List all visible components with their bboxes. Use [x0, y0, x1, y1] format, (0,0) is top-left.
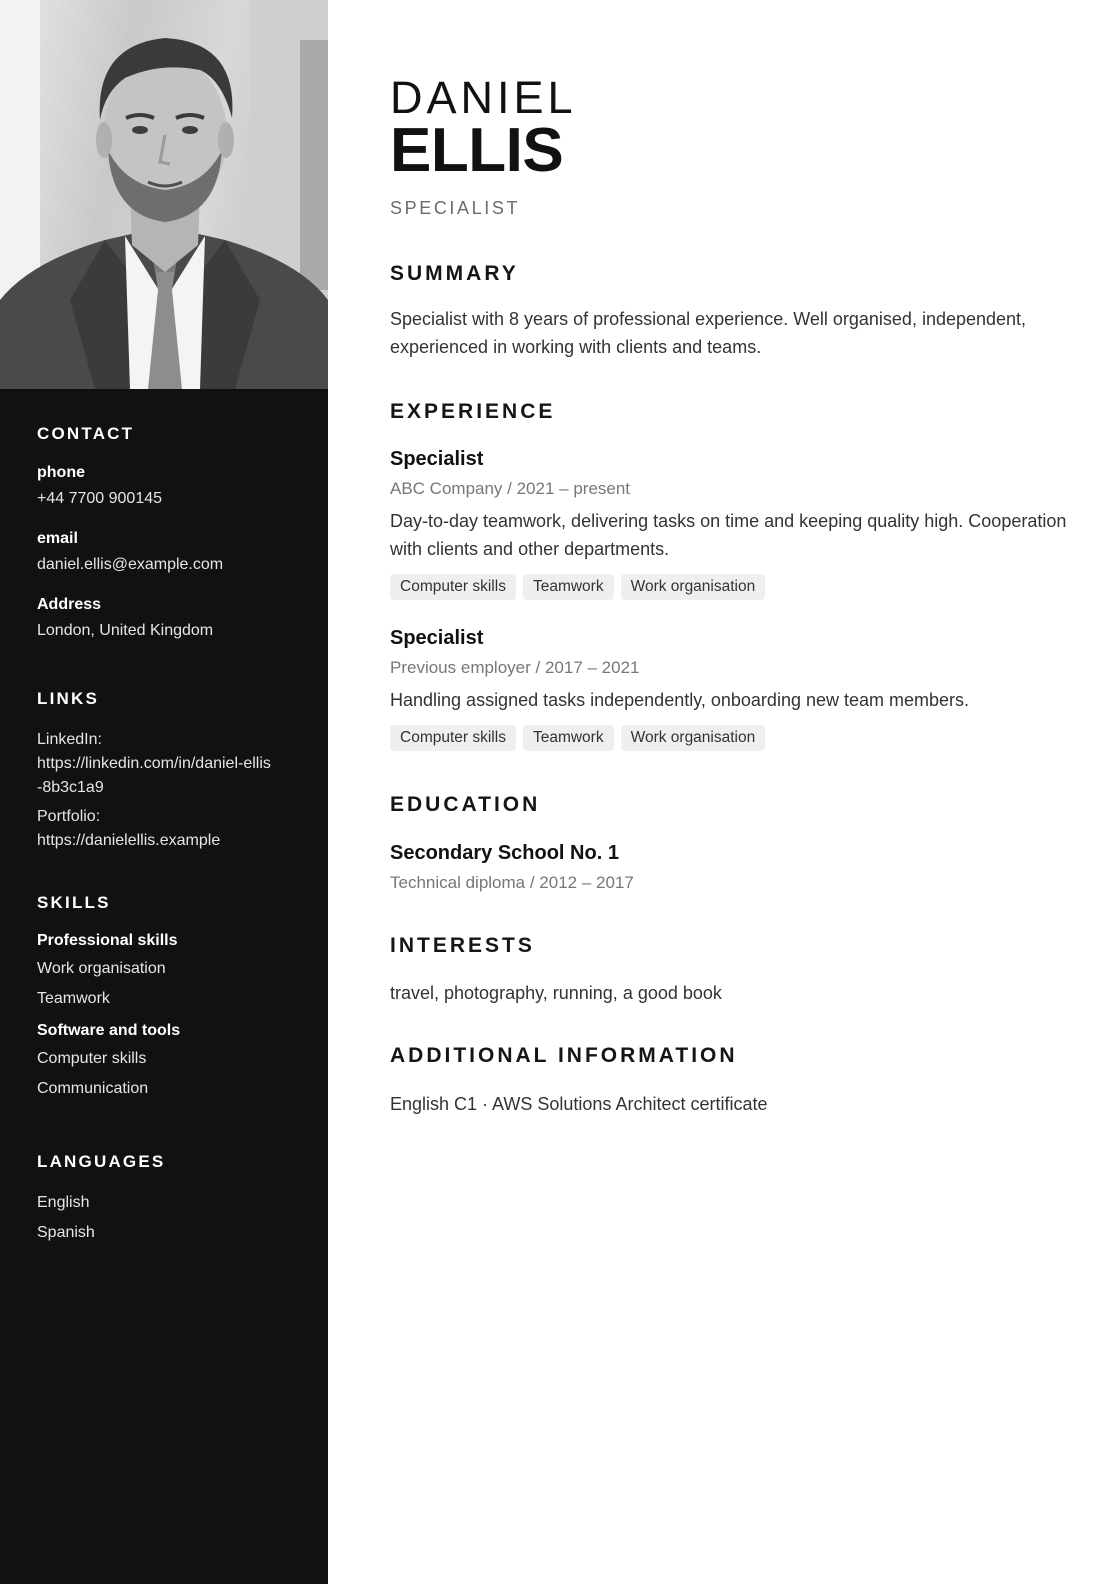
languages-section: [37, 1152, 297, 1248]
portfolio-label: Portfolio:: [37, 808, 101, 825]
skill-tag: Work organisation: [621, 574, 766, 600]
skill-group-professional: [37, 932, 297, 1014]
contact-section: [37, 424, 297, 643]
phone-value[interactable]: +44 7700 900145: [37, 490, 163, 507]
education-meta: Technical diploma / 2012 – 2017: [390, 873, 634, 892]
job-meta: Previous employer / 2017 – 2021: [390, 658, 640, 677]
skill-group-software: [37, 1022, 297, 1104]
skill-item: Computer skills: [37, 1050, 147, 1067]
link-linkedin: [37, 728, 297, 800]
job-entry-1: [390, 448, 1080, 600]
interests-title: INTERESTS: [390, 934, 535, 957]
experience-title: EXPERIENCE: [390, 400, 556, 423]
additional-title: ADDITIONAL INFORMATION: [390, 1044, 738, 1067]
portrait-illustration: [0, 0, 328, 389]
education-title: EDUCATION: [390, 793, 541, 816]
language-item: English: [37, 1194, 90, 1211]
additional-text: English C1 · AWS Solutions Architect certificate: [390, 1094, 768, 1114]
link-portfolio: [37, 805, 297, 853]
address-label: Address: [37, 596, 102, 613]
profile-photo: [0, 0, 328, 389]
last-name: ELLIS: [390, 116, 564, 185]
job-title: Specialist: [390, 448, 484, 470]
summary-text: Specialist with 8 years of professional experience. Well organised, independent, experienced in working with clients and teams.: [390, 309, 1027, 357]
job-meta: ABC Company / 2021 – present: [390, 479, 631, 498]
skill-tag: Teamwork: [523, 725, 614, 751]
sidebar: [0, 0, 328, 1584]
contact-phone: [37, 464, 297, 511]
skill-tag: Work organisation: [621, 725, 766, 751]
role-title: SPECIALIST: [390, 198, 521, 218]
job-description: Day-to-day teamwork, delivering tasks on time and keeping quality high. Cooperation with clients and other departments.: [390, 511, 1067, 559]
linkedin-label: LinkedIn:: [37, 731, 102, 748]
first-name: DANIEL: [390, 72, 577, 123]
job-entry-2: [390, 627, 1080, 751]
languages-title: LANGUAGES: [37, 1152, 166, 1171]
links-section: [37, 689, 297, 853]
contact-email: [37, 530, 297, 577]
skills-section: [37, 893, 297, 1104]
linkedin-url[interactable]: https://linkedin.com/in/daniel-ellis-8b3c1a9: [37, 755, 271, 796]
phone-label: phone: [37, 464, 85, 481]
school-name: Secondary School No. 1: [390, 842, 619, 864]
skill-tag: Computer skills: [390, 574, 516, 600]
contact-address: [37, 596, 297, 643]
skill-item: Communication: [37, 1080, 149, 1097]
job-tags: [390, 574, 1080, 600]
interests-text: travel, photography, running, a good book: [390, 983, 722, 1003]
skills-title: SKILLS: [37, 893, 111, 912]
education-entry: [390, 842, 1080, 893]
language-list: [37, 1188, 297, 1248]
language-item: Spanish: [37, 1224, 95, 1241]
skill-tag: Teamwork: [523, 574, 614, 600]
links-title: LINKS: [37, 689, 99, 708]
skill-group-name: Professional skills: [37, 932, 178, 949]
job-tags: [390, 725, 1080, 751]
address-value: London, United Kingdom: [37, 622, 214, 639]
portfolio-url[interactable]: https://danielellis.example: [37, 832, 221, 849]
job-title: Specialist: [390, 627, 484, 649]
skill-tag: Computer skills: [390, 725, 516, 751]
skill-item: Work organisation: [37, 960, 166, 977]
skill-group-name: Software and tools: [37, 1022, 181, 1039]
job-description: Handling assigned tasks independently, onboarding new team members.: [390, 690, 970, 710]
summary-title: SUMMARY: [390, 262, 519, 285]
email-label: email: [37, 530, 78, 547]
skill-item: Teamwork: [37, 990, 110, 1007]
email-value[interactable]: daniel.ellis@example.com: [37, 556, 224, 573]
contact-title: CONTACT: [37, 424, 135, 443]
